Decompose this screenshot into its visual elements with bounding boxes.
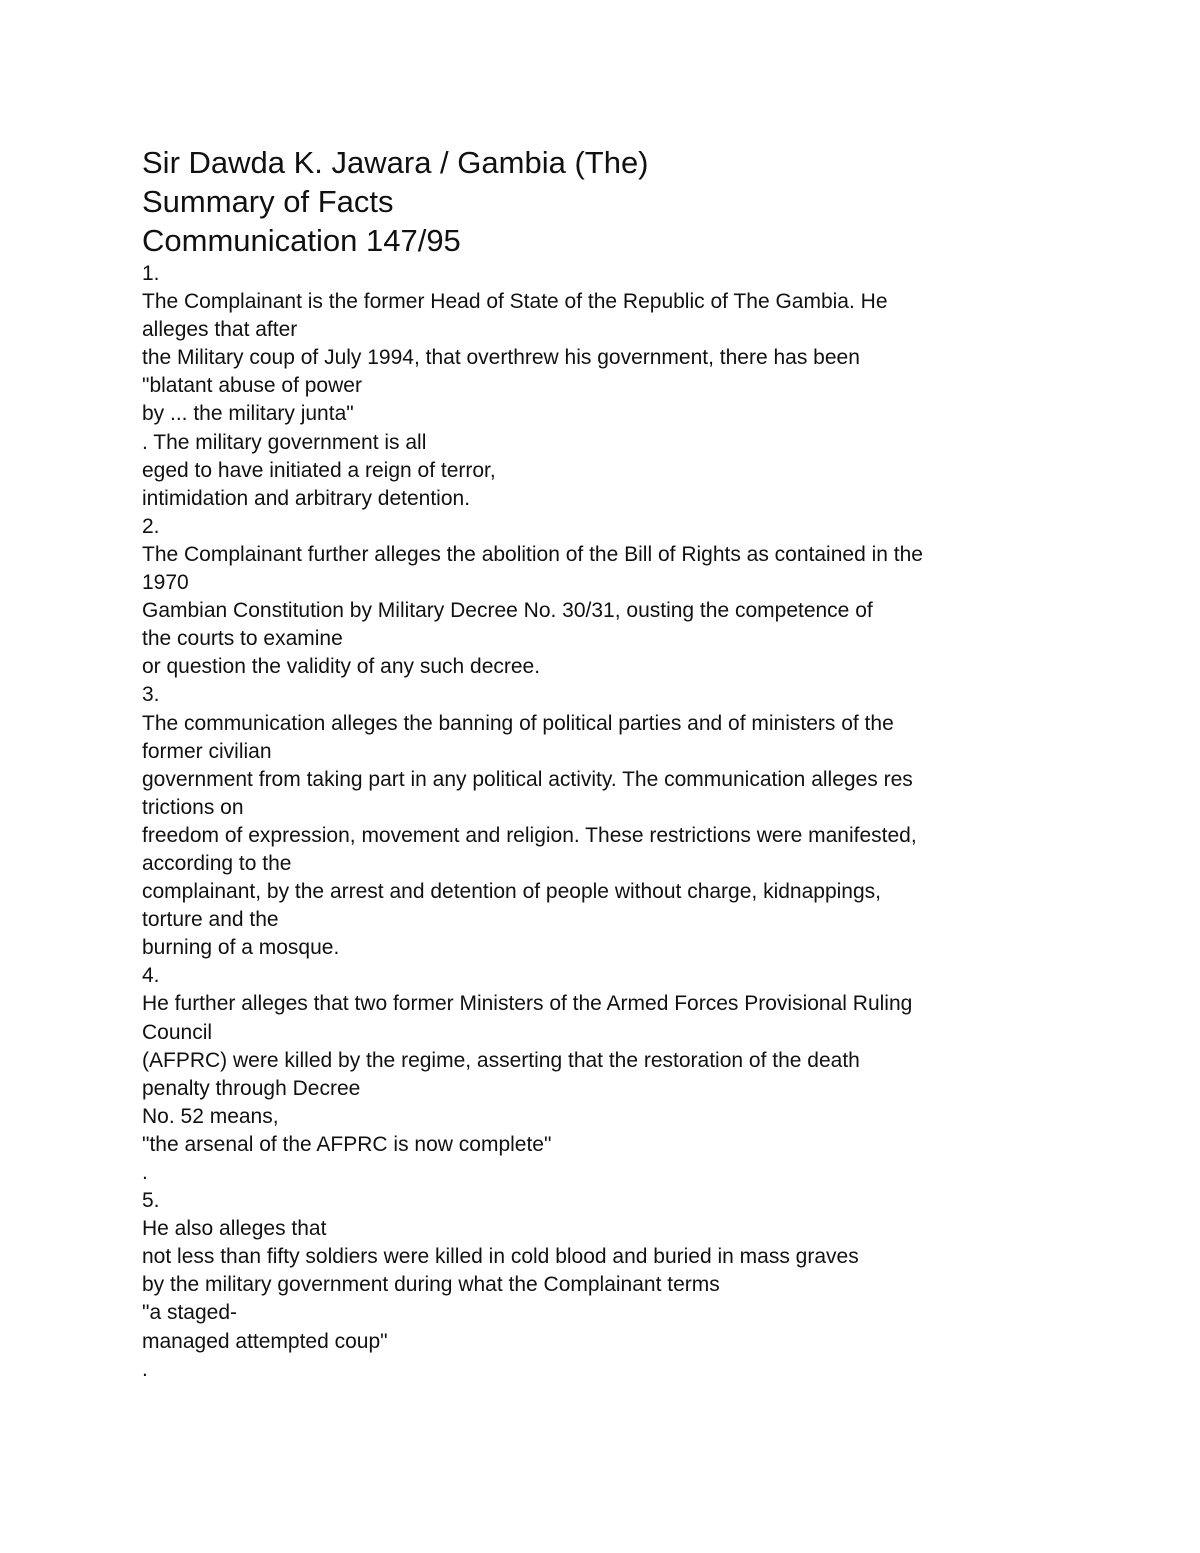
body-text-line: "a staged-: [142, 1301, 238, 1325]
body-text-line: Council: [142, 1020, 213, 1044]
body-text-line: alleges that after: [142, 318, 298, 342]
paragraph-number-3: 3.: [142, 683, 160, 707]
document-subtitle: Summary of Facts: [142, 184, 394, 219]
body-text-line: intimidation and arbitrary detention.: [142, 486, 471, 510]
body-text-line: .: [142, 1161, 148, 1184]
body-text-line: the Military coup of July 1994, that overthrew his government, there has been: [142, 346, 860, 370]
body-text-line: . The military government is all: [142, 430, 427, 454]
body-text-line: (AFPRC) were killed by the regime, asserting that the restoration of the death: [142, 1048, 860, 1072]
body-text-line: the courts to examine: [142, 627, 343, 651]
communication-number: Communication 147/95: [142, 223, 461, 258]
body-text-line: complainant, by the arrest and detention of people without charge, kidnappings,: [142, 880, 881, 904]
body-text-line: "the arsenal of the AFPRC is now complete": [142, 1132, 552, 1156]
document-page: [142, 143, 1102, 1384]
body-text-line: not less than fifty soldiers were killed in cold blood and buried in mass graves: [142, 1245, 859, 1269]
paragraph-number-2: 2.: [142, 514, 160, 538]
body-text-line: The Complainant is the former Head of State of the Republic of The Gambia. He: [142, 290, 888, 314]
body-text-line: torture and the: [142, 908, 279, 932]
body-text-line: freedom of expression, movement and religion. These restrictions were manifested,: [142, 823, 917, 847]
body-text-line: 1970: [142, 571, 189, 595]
body-text-line: eged to have initiated a reign of terror,: [142, 458, 496, 482]
body-text-line: or question the validity of any such decree.: [142, 655, 541, 679]
body-text-line: No. 52 means,: [142, 1104, 279, 1128]
body-text-line: former civilian: [142, 739, 272, 763]
body-text-line: He also alleges that: [142, 1217, 327, 1241]
body-text-line: The communication alleges the banning of political parties and of ministers of the: [142, 711, 894, 735]
paragraph-number-4: 4.: [142, 964, 160, 988]
body-text-line: by the military government during what the Complainant terms: [142, 1273, 720, 1297]
body-text-line: by ... the military junta": [142, 402, 354, 426]
body-text-line: government from taking part in any political activity. The communication alleges res: [142, 767, 913, 791]
paragraph-number-1: 1.: [142, 262, 160, 285]
body-text-line: penalty through Decree: [142, 1076, 361, 1100]
document-body: [142, 260, 1102, 1384]
body-text-line: Gambian Constitution by Military Decree No. 30/31, ousting the competence of: [142, 599, 873, 623]
body-text-line: trictions on: [142, 795, 244, 819]
body-text-line: "blatant abuse of power: [142, 374, 362, 398]
body-text-line: The Complainant further alleges the abolition of the Bill of Rights as contained in the: [142, 542, 923, 566]
document-title: Sir Dawda K. Jawara / Gambia (The): [142, 145, 649, 180]
paragraph-number-5: 5.: [142, 1189, 160, 1213]
document-header: [142, 143, 1102, 260]
body-text-line: managed attempted coup": [142, 1329, 388, 1353]
body-text-line: He further alleges that two former Ministers of the Armed Forces Provisional Ruling: [142, 992, 913, 1016]
body-text-line: .: [142, 1357, 148, 1381]
body-text-line: according to the: [142, 851, 292, 875]
body-text-line: burning of a mosque.: [142, 936, 340, 960]
